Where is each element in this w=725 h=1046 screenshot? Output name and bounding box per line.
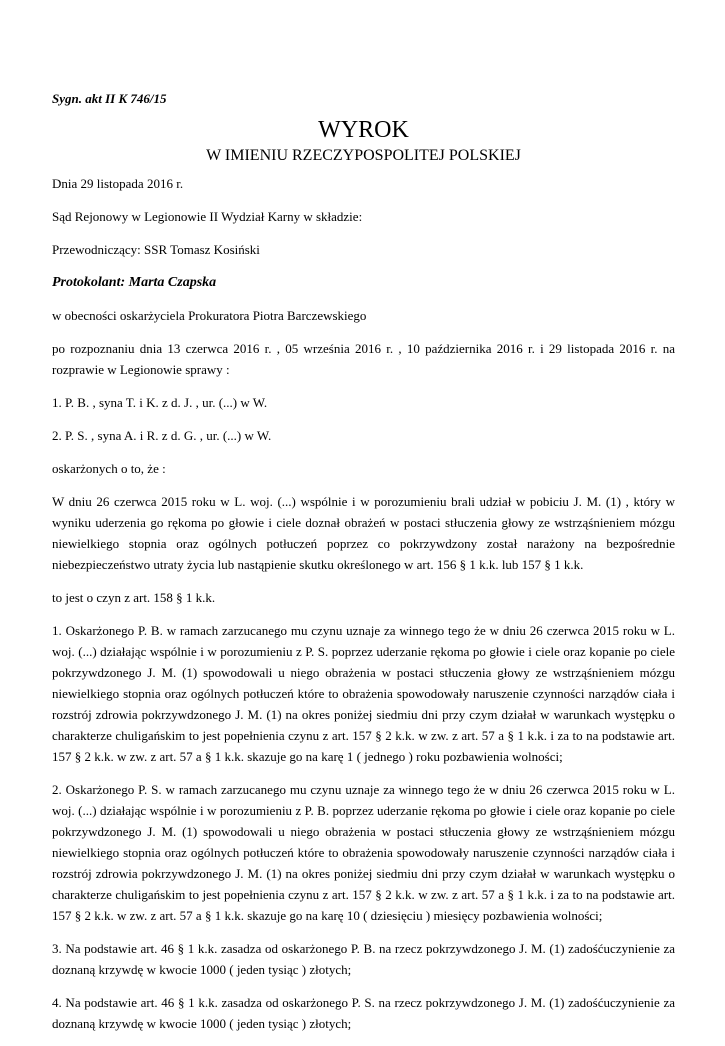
case-number: Sygn. akt II K 746/15 — [52, 91, 167, 106]
defendant-2: 2. P. S. , syna A. i R. z d. G. , ur. (...) w W. — [52, 428, 272, 443]
charge-article: to jest o czyn z art. 158 § 1 k.k. — [52, 590, 216, 605]
judgment-document — [52, 88, 675, 1046]
ruling-2: 2. Oskarżonego P. S. w ramach zarzucanego mu czynu uznaje za winnego tego że w dniu 26 czerwca 2015 roku w L. woj. (...) działając wspólnie i w porozumieniu z P. B. poprzez uderzanie rękoma po głowie i ciele oraz kopanie po ciele pokrzywdzonego J. M. (1) spowodowali u niego obrażenia w postaci stłuczenia głowy ze wstrząśnieniem mózgu niewielkiego stopnia oraz ogólnych potłuczeń które to obrażenia spowodowały naruszenie czynności narządów ciała i rozstrój zdrowia pokrzywdzonego J. M. (1) na okres poniżej siedmiu dni przy czym działał w warunkach występku o charakterze chuligańskim to jest popełnienia czynu z art. 157 § 2 k.k. w zw. z art. 57 a § 1 k.k. i za to na podstawie art. 157 § 2 k.k. w zw. z art. 57 a § 1 k.k. skazuje go na karę 10 ( dziesięciu ) miesięcy pozbawienia wolności; — [52, 782, 675, 923]
court-clerk: Protokolant: Marta Czapska — [52, 275, 217, 290]
ruling-1: 1. Oskarżonego P. B. w ramach zarzucanego mu czynu uznaje za winnego tego że w dniu 26 czerwca 2015 roku w L. woj. (...) działając wspólnie i w porozumieniu z P. S. poprzez uderzanie rękoma po głowie i ciele oraz kopanie po ciele pokrzywdzonego J. M. (1) spowodowali u niego obrażenia w postaci stłuczenia głowy ze wstrząśnieniem mózgu niewielkiego stopnia oraz ogólnych potłuczeń które to obrażenia spowodowały naruszenie czynności narządów ciała i rozstrój zdrowia pokrzywdzonego J. M. (1) na okres poniżej siedmiu dni przy czym działał w warunkach występku o charakterze chuligańskim to jest popełnienia czynu z art. 157 § 2 k.k. w zw. z art. 57 a § 1 k.k. i za to na podstawie art. 157 § 2 k.k. w zw. z art. 57 a § 1 k.k. skazuje go na karę 1 ( jednego ) roku pozbawienia wolności; — [52, 623, 675, 764]
accused-of-label: oskarżonych o to, że : — [52, 461, 166, 476]
judgment-date: Dnia 29 listopada 2016 r. — [52, 176, 184, 191]
court-composition: Sąd Rejonowy w Legionowie II Wydział Karny w składzie: — [52, 209, 363, 224]
defendant-1: 1. P. B. , syna T. i K. z d. J. , ur. (...) w W. — [52, 395, 268, 410]
charge-description: W dniu 26 czerwca 2015 roku w L. woj. (...) wspólnie i w porozumieniu brali udział w pobiciu J. M. (1) , który w wyniku uderzenia go rękoma po głowie i ciele doznał obrażeń w postaci stłuczenia głowy ze wstrząśnieniem mózgu niewielkiego stopnia oraz ogólnych potłuczeń poprzez co pokrzywdzony został narażony na bezpośrednie niebezpieczeństwo utraty życia lub nastąpienie skutku określonego w art. 156 § 1 k.k. lub 157 § 1 k.k. — [52, 494, 675, 572]
hearing-dates: po rozpoznaniu dnia 13 czerwca 2016 r. , 05 września 2016 r. , 10 października 2016 r. i 29 listopada 2016 r. na rozprawie w Legionowie sprawy : — [52, 341, 675, 377]
presiding-judge: Przewodniczący: SSR Tomasz Kosiński — [52, 242, 260, 257]
ruling-3: 3. Na podstawie art. 46 § 1 k.k. zasadza od oskarżonego P. B. na rzecz pokrzywdzonego J. M. (1) zadośćuczynienie za doznaną krzywdę w kwocie 1000 ( jeden tysiąc ) złotych; — [52, 941, 675, 977]
document-title: WYROK — [318, 117, 409, 143]
ruling-4: 4. Na podstawie art. 46 § 1 k.k. zasadza od oskarżonego P. S. na rzecz pokrzywdzonego J. M. (1) zadośćuczynienie za doznaną krzywdę w kwocie 1000 ( jeden tysiąc ) złotych; — [52, 995, 675, 1031]
prosecutor: w obecności oskarżyciela Prokuratora Piotra Barczewskiego — [52, 308, 367, 323]
document-subtitle: W IMIENIU RZECZYPOSPOLITEJ POLSKIEJ — [206, 147, 521, 164]
